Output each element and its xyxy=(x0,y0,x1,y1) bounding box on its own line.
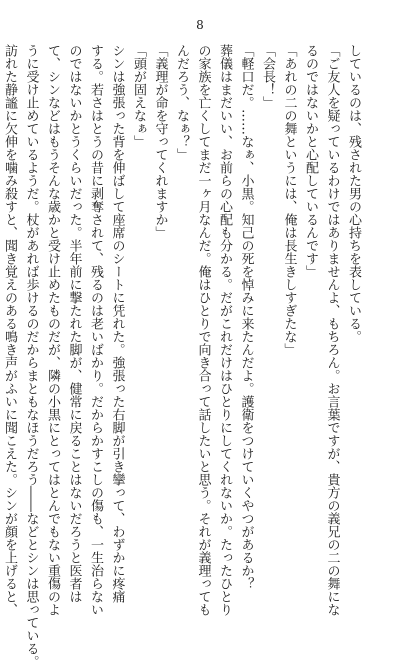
text-line: する。若さはとうの昔に剥奪されて、残るのは老いばかり。だからかすこしの傷も、一生治らない xyxy=(88,44,103,616)
text-line: んだろう、なぁ？」 xyxy=(174,44,189,161)
vertical-text-body xyxy=(0,44,364,668)
page-number: 8 xyxy=(196,18,204,32)
text-line: て、シンなどはもうそんな歳かと受け止めたものだが、隣の小黒にとってはとんでもない重傷のよ xyxy=(45,44,60,616)
text-line: 「軽口だ。……なぁ、小黒。知己の死を悼みに来たんだよ。護衛をつけていくやつがあるか？ xyxy=(238,44,254,590)
text-line: 「あれの二の舞というには、俺は長生きしすぎたな」 xyxy=(281,44,297,356)
text-line: 「ご友人を疑っているわけではありませんよ、もちろん。お言葉ですが、貴方の義兄の二の舞にな xyxy=(324,44,340,616)
text-line: 「義理が命を守ってくれますか」 xyxy=(152,44,168,239)
text-line: しているのは、残された男の心持ちを表している。 xyxy=(346,44,361,343)
text-line: 葬儀はまだいい、お前らの心配も分かる。だがこれだけはひとりにしてくれないか。たったひとり xyxy=(217,44,232,616)
text-line: 訪れた静謐に欠伸を噛み殺すと、聞き覚えのある鳴き声がふいに聞こえた。シンが顔を上げると、 xyxy=(2,44,17,616)
text-line: 「会長！」 xyxy=(260,44,275,109)
text-line: るのではないかと心配しているんです」 xyxy=(303,44,318,278)
text-line: の家族を亡くしてまだ一ヶ月なんだ。俺はひとりで向き合って話したいと思う。それが義理っても xyxy=(195,44,211,616)
text-line: シンは強張った背を伸ばして座席のシートに凭れた。強張った右脚が引き攣って、わずかに疼痛 xyxy=(109,44,125,603)
text-line: うに受け止めているようだ。杖があれば歩けるのだからまともなほうだろう――などとシンは思っている。 xyxy=(23,44,39,668)
text-line: のではないかとうくらいだった。半年前に撃たれた脚が、健常に戻ることはないだろうと医者は xyxy=(66,44,82,603)
text-line: 「頭が固えなぁ」 xyxy=(131,44,146,148)
